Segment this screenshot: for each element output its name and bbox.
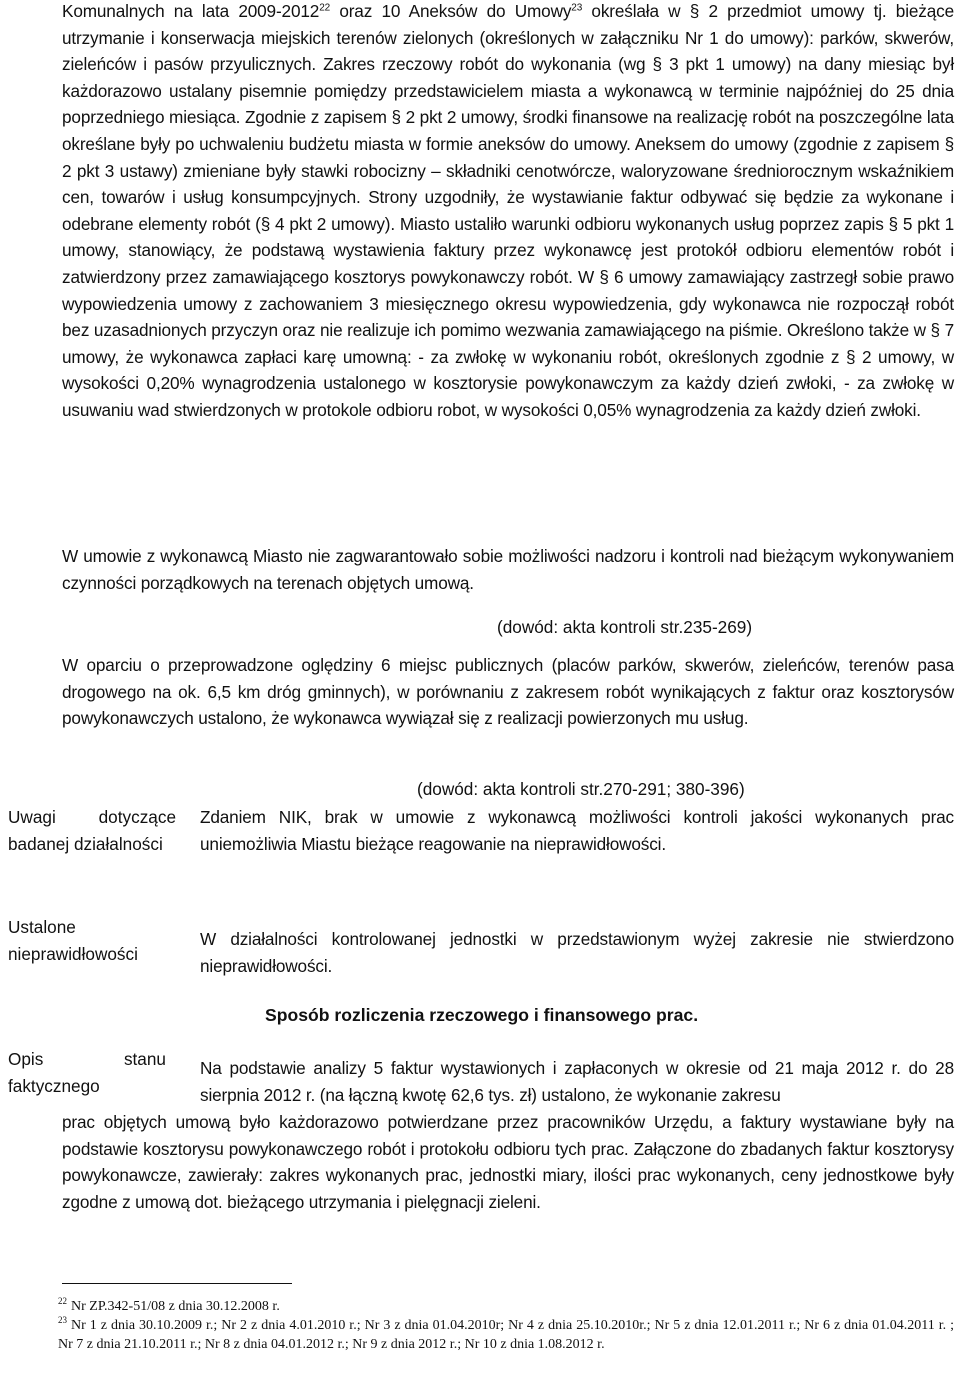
evidence-note-2: (dowód: akta kontroli str.270-291; 380-396)	[417, 779, 745, 799]
footnote-ref-23[interactable]: 23	[571, 2, 583, 14]
evidence-note-1: (dowód: akta kontroli str.235-269)	[497, 617, 753, 637]
para1-text-b: oraz 10 Aneksów do Umowy	[330, 1, 572, 21]
contract-description-paragraph	[62, 0, 954, 424]
margin-label-ustalone: Ustalone nieprawidłowości	[8, 917, 138, 964]
para1-text-a: Komunalnych na lata 2009-2012	[62, 1, 320, 21]
inspection-paragraph: W oparciu o przeprowadzone oględziny 6 miejsc publicznych (placów parków, skwerów, zieleńców, terenów pasa drogowego na ok. 6,5 km dróg gminnych), w porównaniu z zakresem robót wynikających z faktur oraz kosztorysów powykonawczych ustalono, że wykonawca wywiązał się z realizacji powierzonych mu usług.	[62, 655, 954, 729]
footnote-text: Nr 1 z dnia 30.10.2009 r.; Nr 2 z dnia 4.01.2010 r.; Nr 3 z dnia 01.04.2010r; Nr 4 z dnia 25.10.2010r.; Nr 5 z dnia 12.01.2011 r.; Nr 6 z dnia 01.04.2011 r. ; Nr 7 z dnia 21.10.2011 r.; Nr 8 z dnia 04.01.2012 r.; Nr 9 z dnia 2012 r.; Nr 10 z dnia 1.08.2012 r.	[58, 1318, 954, 1352]
facts-paragraph-continuation: prac objętych umową było każdorazowo potwierdzane przez pracowników Urzędu, a faktury wystawiane były na podstawie kosztorysu powykonawczego robót i protokołu odbioru tych prac. Załączone do zbadanych faktur kosztorysy powykonawcze, zawierały: zakres wykonanych prac, jednostki miary, ilości prac wykonanych, ceny jednostkowe były zgodne z umową dot. bieżącego utrzymania i pielęgnacji zieleni.	[62, 1112, 954, 1212]
footnote-ref-22[interactable]: 22	[319, 2, 331, 14]
footnote-23	[58, 1316, 954, 1354]
footnote-text: Nr ZP.342-51/08 z dnia 30.12.2008 r.	[71, 1299, 280, 1314]
footnote-separator	[62, 1283, 292, 1284]
irregularities-paragraph: W działalności kontrolowanej jednostki w przedstawionym wyżej zakresie nie stwierdzono nieprawidłowości.	[200, 929, 954, 976]
para1-text-c: określała w § 2 przedmiot umowy tj. bieżące utrzymanie i konserwacja miejskich terenów zielonych (określonych w załączniku Nr 1 do umowy): parków, skwerów, zieleńców i pasów przyulicznych. Zakres rzeczowy robót do wykonania (wg § 3 pkt 1 umowy) na dany miesiąc był każdorazowo ustalany pisemnie pomiędzy przedstawicielem miasta a wykonawcą w terminie najpóźniej do 25 dnia poprzedniego miesiąca. Zgodnie z zapisem § 2 pkt 2 umowy, środki finansowe na realizację robót na poszczególne lata określane były po uchwaleniu budżetu miasta w formie aneksów do umowy. Aneksem do umowy (zgodnie z zapisem § 2 pkt 3 ustawy) zmieniane były stawki robocizny – składniki cenotwórcze, waloryzowane średniorocznym wskaźnikiem cen, towarów i usług konsumpcyjnych. Strony uzgodniły, że wystawianie faktur odbywać się będzie za wykonane i odebrane elementy robót (§ 4 pkt 2 umowy). Miasto ustaliło warunki odbioru wykonanych usług poprzez zapis § 5 pkt 1 umowy, stanowiący, że podstawą wystawienia faktury przez wykonawcę jest protokół odbioru elementów robót i zatwierdzony przez zamawiającego kosztorys powykonawczy robót. W § 6 umowy zamawiający zastrzegł sobie prawo wypowiedzenia umowy z zachowaniem 3 miesięcznego okresu wypowiedzenia, gdy wykonawca nie rozpoczął robót bez uzasadnionych przyczyn oraz nie realizuje ich pomimo wezwania zamawiającego na piśmie. Określono także w § 7 umowy, że wykonawca zapłaci karę umowną: - za zwłokę w wykonaniu robót, określonych zgodnie z § 2 umowy, w wysokości 0,20% wynagrodzenia ustalonego w kosztorysie powykonawczym za każdy dzień zwłoki, - za zwłokę w usuwaniu wad stwierdzonych w protokole odbioru robot, w wysokości 0,05% wynagrodzenia za każdy dzień zwłoki.	[62, 1, 954, 420]
footnote-number: 23	[58, 1315, 67, 1326]
margin-label-opis: Opis stanu faktycznego	[8, 1049, 166, 1096]
footnotes	[58, 1297, 954, 1354]
remarks-paragraph: Zdaniem NIK, brak w umowie z wykonawcą możliwości kontroli jakości wykonanych prac uniemożliwia Miastu bieżące reagowanie na nieprawidłowości.	[200, 807, 954, 854]
footnote-number: 22	[58, 1296, 67, 1307]
facts-paragraph-start: Na podstawie analizy 5 faktur wystawionych i zapłaconych w okresie od 21 maja 2012 r. do 28 sierpnia 2012 r. (na łączną kwotę 62,6 tys. zł) ustalono, że wykonanie zakresu	[200, 1058, 954, 1105]
supervision-paragraph: W umowie z wykonawcą Miasto nie zagwarantowało sobie możliwości nadzoru i kontroli nad bieżącym wykonywaniem czynności porządkowych na terenach objętych umową.	[62, 546, 954, 593]
section-heading: Sposób rozliczenia rzeczowego i finansowego prac.	[265, 1005, 699, 1025]
margin-label-uwagi: Uwagi dotyczące badanej działalności	[8, 807, 176, 854]
footnote-22	[58, 1297, 954, 1316]
